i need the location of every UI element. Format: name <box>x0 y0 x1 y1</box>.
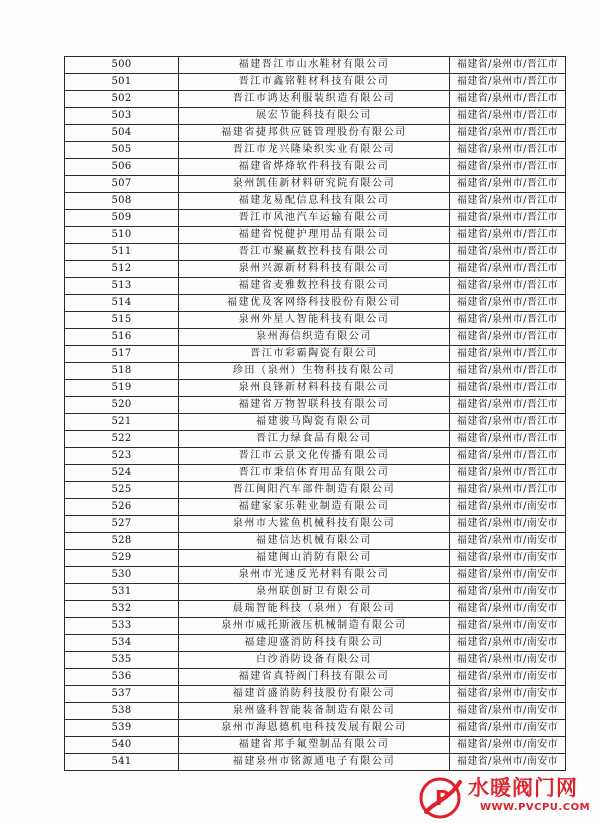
table-row <box>65 57 566 74</box>
location: 福建省/泉州市/晋江市 <box>450 142 566 159</box>
row-number: 514 <box>65 295 179 312</box>
table-row <box>65 312 566 329</box>
watermark-url: WWW.PVCPU.COM <box>480 802 591 813</box>
table-row <box>65 516 566 533</box>
row-number: 512 <box>65 261 179 278</box>
row-number: 525 <box>65 482 179 499</box>
company-name: 福建省烨烽软件科技有限公司 <box>179 159 450 176</box>
table-row <box>65 737 566 754</box>
row-number: 502 <box>65 91 179 108</box>
table-row <box>65 380 566 397</box>
company-table <box>64 56 566 771</box>
row-number: 535 <box>65 652 179 669</box>
location: 福建省/泉州市/晋江市 <box>450 210 566 227</box>
table-row <box>65 482 566 499</box>
location: 福建省/泉州市/晋江市 <box>450 346 566 363</box>
company-name: 福建省邦手氟塑制品有限公司 <box>179 737 450 754</box>
table-row <box>65 533 566 550</box>
location: 福建省/泉州市/南安市 <box>450 550 566 567</box>
company-name: 泉州市光速反光材料有限公司 <box>179 567 450 584</box>
location: 福建省/泉州市/晋江市 <box>450 363 566 380</box>
company-name: 福建省真特阀门科技有限公司 <box>179 669 450 686</box>
row-number: 511 <box>65 244 179 261</box>
row-number: 540 <box>65 737 179 754</box>
location: 福建省/泉州市/晋江市 <box>450 244 566 261</box>
location: 福建省/泉州市/南安市 <box>450 754 566 771</box>
company-name: 晋江市风池汽车运输有限公司 <box>179 210 450 227</box>
company-name: 晋江市秉信体育用品有限公司 <box>179 465 450 482</box>
table-row <box>65 601 566 618</box>
company-name: 晋江闽阳汽车部件制造有限公司 <box>179 482 450 499</box>
row-number: 501 <box>65 74 179 91</box>
location: 福建省/泉州市/晋江市 <box>450 159 566 176</box>
table-row <box>65 499 566 516</box>
table-row <box>65 363 566 380</box>
row-number: 528 <box>65 533 179 550</box>
row-number: 513 <box>65 278 179 295</box>
table-row <box>65 431 566 448</box>
company-name: 福建省悦健护理用品有限公司 <box>179 227 450 244</box>
table-row <box>65 329 566 346</box>
company-name: 福建省万物智联科技有限公司 <box>179 397 450 414</box>
row-number: 534 <box>65 635 179 652</box>
location: 福建省/泉州市/晋江市 <box>450 329 566 346</box>
location: 福建省/泉州市/南安市 <box>450 720 566 737</box>
row-number: 531 <box>65 584 179 601</box>
location: 福建省/泉州市/晋江市 <box>450 74 566 91</box>
table-row <box>65 567 566 584</box>
company-name: 泉州外星人智能科技有限公司 <box>179 312 450 329</box>
company-name: 福建闽山消防有限公司 <box>179 550 450 567</box>
table-body <box>65 57 566 771</box>
row-number: 532 <box>65 601 179 618</box>
location: 福建省/泉州市/南安市 <box>450 499 566 516</box>
row-number: 518 <box>65 363 179 380</box>
company-name: 泉州凯佳新材料研究院有限公司 <box>179 176 450 193</box>
location: 福建省/泉州市/晋江市 <box>450 397 566 414</box>
table-row <box>65 193 566 210</box>
location: 福建省/泉州市/南安市 <box>450 703 566 720</box>
table-row <box>65 176 566 193</box>
company-name: 泉州市威托斯液压机械制造有限公司 <box>179 618 450 635</box>
watermark-title: 水暖阀门网 <box>468 776 578 800</box>
location: 福建省/泉州市/晋江市 <box>450 108 566 125</box>
company-name: 福建首盛消防科技股份有限公司 <box>179 686 450 703</box>
company-name: 白沙消防设备有限公司 <box>179 652 450 669</box>
location: 福建省/泉州市/晋江市 <box>450 125 566 142</box>
row-number: 519 <box>65 380 179 397</box>
row-number: 507 <box>65 176 179 193</box>
location: 福建省/泉州市/晋江市 <box>450 227 566 244</box>
company-name: 福建泉州市铭源通电子有限公司 <box>179 754 450 771</box>
location: 福建省/泉州市/晋江市 <box>450 91 566 108</box>
row-number: 526 <box>65 499 179 516</box>
location: 福建省/泉州市/晋江市 <box>450 176 566 193</box>
row-number: 530 <box>65 567 179 584</box>
company-name: 晋江市聚赢数控科技有限公司 <box>179 244 450 261</box>
company-name: 福建优及客网络科技股份有限公司 <box>179 295 450 312</box>
row-number: 533 <box>65 618 179 635</box>
row-number: 522 <box>65 431 179 448</box>
location: 福建省/泉州市/晋江市 <box>450 261 566 278</box>
location: 福建省/泉州市/晋江市 <box>450 414 566 431</box>
row-number: 520 <box>65 397 179 414</box>
table-row <box>65 74 566 91</box>
company-name: 展宏节能科技有限公司 <box>179 108 450 125</box>
table-row <box>65 91 566 108</box>
row-number: 539 <box>65 720 179 737</box>
table-row <box>65 720 566 737</box>
location: 福建省/泉州市/晋江市 <box>450 465 566 482</box>
table-row <box>65 227 566 244</box>
row-number: 515 <box>65 312 179 329</box>
company-name: 福建省麦雅数控科技有限公司 <box>179 278 450 295</box>
location: 福建省/泉州市/南安市 <box>450 635 566 652</box>
company-name: 泉州良锋新材料科技有限公司 <box>179 380 450 397</box>
table-row <box>65 244 566 261</box>
company-name: 福建骏马陶瓷有限公司 <box>179 414 450 431</box>
location: 福建省/泉州市/南安市 <box>450 601 566 618</box>
company-name: 晋江市龙兴隆染织实业有限公司 <box>179 142 450 159</box>
table-row <box>65 261 566 278</box>
row-number: 509 <box>65 210 179 227</box>
location: 福建省/泉州市/南安市 <box>450 533 566 550</box>
company-name: 晋江市鸿达利服装织造有限公司 <box>179 91 450 108</box>
table-row <box>65 397 566 414</box>
location: 福建省/泉州市/晋江市 <box>450 312 566 329</box>
row-number: 541 <box>65 754 179 771</box>
location: 福建省/泉州市/南安市 <box>450 669 566 686</box>
company-name: 福建省捷邦供应链管理股份有限公司 <box>179 125 450 142</box>
row-number: 537 <box>65 686 179 703</box>
table-row <box>65 465 566 482</box>
location: 福建省/泉州市/晋江市 <box>450 380 566 397</box>
table-row <box>65 703 566 720</box>
company-name: 泉州兴源新材料科技有限公司 <box>179 261 450 278</box>
table-row <box>65 142 566 159</box>
row-number: 503 <box>65 108 179 125</box>
company-name: 晋江市彩霸陶瓷有限公司 <box>179 346 450 363</box>
row-number: 538 <box>65 703 179 720</box>
table-row <box>65 346 566 363</box>
table-row <box>65 448 566 465</box>
location: 福建省/泉州市/南安市 <box>450 516 566 533</box>
company-name: 泉州海信织造有限公司 <box>179 329 450 346</box>
company-name: 福建迎盛消防科技有限公司 <box>179 635 450 652</box>
table-row <box>65 295 566 312</box>
row-number: 521 <box>65 414 179 431</box>
location: 福建省/泉州市/南安市 <box>450 618 566 635</box>
table-row <box>65 108 566 125</box>
location: 福建省/泉州市/南安市 <box>450 584 566 601</box>
table-row <box>65 635 566 652</box>
row-number: 506 <box>65 159 179 176</box>
company-name: 泉州市海恩德机电科技发展有限公司 <box>179 720 450 737</box>
table-row <box>65 686 566 703</box>
row-number: 517 <box>65 346 179 363</box>
table-row <box>65 278 566 295</box>
company-name: 福建晋江市山水鞋材有限公司 <box>179 57 450 74</box>
watermark-logo-icon <box>418 772 466 820</box>
company-name: 泉州盛科智能装备制造有限公司 <box>179 703 450 720</box>
table-row <box>65 414 566 431</box>
location: 福建省/泉州市/晋江市 <box>450 295 566 312</box>
company-name: 泉州市大鲨鱼机械科技有限公司 <box>179 516 450 533</box>
location: 福建省/泉州市/晋江市 <box>450 193 566 210</box>
company-name: 晋江力绿食品有限公司 <box>179 431 450 448</box>
svg-text:P: P <box>435 786 450 810</box>
table-row <box>65 159 566 176</box>
row-number: 527 <box>65 516 179 533</box>
location: 福建省/泉州市/晋江市 <box>450 482 566 499</box>
table-row <box>65 618 566 635</box>
company-name: 泉州联创厨卫有限公司 <box>179 584 450 601</box>
location: 福建省/泉州市/南安市 <box>450 567 566 584</box>
company-name: 珍田（泉州）生物科技有限公司 <box>179 363 450 380</box>
location: 福建省/泉州市/晋江市 <box>450 278 566 295</box>
table-row <box>65 652 566 669</box>
location: 福建省/泉州市/南安市 <box>450 652 566 669</box>
table-row <box>65 210 566 227</box>
location: 福建省/泉州市/南安市 <box>450 686 566 703</box>
row-number: 524 <box>65 465 179 482</box>
row-number: 500 <box>65 57 179 74</box>
site-watermark <box>416 768 600 823</box>
row-number: 523 <box>65 448 179 465</box>
row-number: 516 <box>65 329 179 346</box>
row-number: 504 <box>65 125 179 142</box>
company-name: 福建龙易配信息科技有限公司 <box>179 193 450 210</box>
table-row <box>65 584 566 601</box>
row-number: 505 <box>65 142 179 159</box>
table-row <box>65 669 566 686</box>
row-number: 536 <box>65 669 179 686</box>
company-name: 福建信达机械有限公司 <box>179 533 450 550</box>
row-number: 508 <box>65 193 179 210</box>
company-name: 晋江市鑫铭鞋材科技有限公司 <box>179 74 450 91</box>
location: 福建省/泉州市/南安市 <box>450 737 566 754</box>
company-name: 晨瑞智能科技（泉州）有限公司 <box>179 601 450 618</box>
location: 福建省/泉州市/晋江市 <box>450 448 566 465</box>
row-number: 529 <box>65 550 179 567</box>
table-row <box>65 550 566 567</box>
company-name: 福建家家乐鞋业制造有限公司 <box>179 499 450 516</box>
location: 福建省/泉州市/晋江市 <box>450 431 566 448</box>
location: 福建省/泉州市/晋江市 <box>450 57 566 74</box>
table-row <box>65 125 566 142</box>
row-number: 510 <box>65 227 179 244</box>
company-name: 晋江市云景文化传播有限公司 <box>179 448 450 465</box>
